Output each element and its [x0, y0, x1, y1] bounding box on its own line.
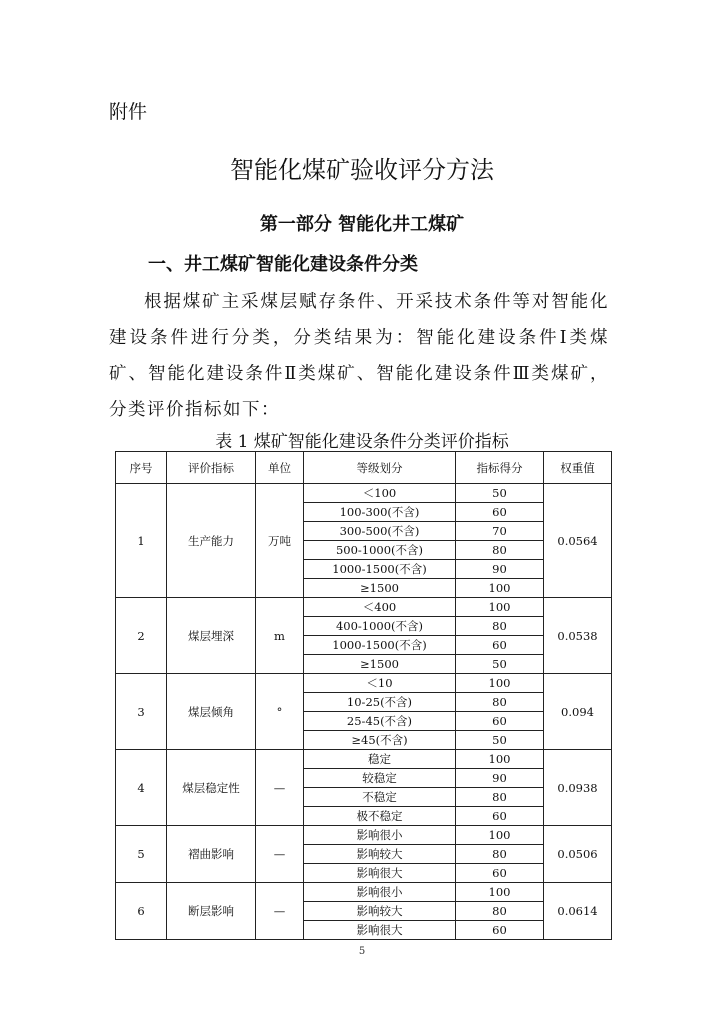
row-number-cell: 4	[116, 750, 167, 826]
level-cell: 影响很小	[304, 883, 456, 902]
header-cell: 序号	[116, 452, 167, 484]
unit-cell: m	[256, 598, 304, 674]
indicator-cell: 断层影响	[167, 883, 256, 940]
indicator-cell: 煤层稳定性	[167, 750, 256, 826]
score-cell: 60	[456, 636, 544, 655]
header-cell: 指标得分	[456, 452, 544, 484]
level-cell: 极不稳定	[304, 807, 456, 826]
level-cell: 影响很大	[304, 864, 456, 883]
row-number-cell: 5	[116, 826, 167, 883]
weight-cell: 0.0538	[544, 598, 612, 674]
row-number-cell: 1	[116, 484, 167, 598]
row-number-cell: 2	[116, 598, 167, 674]
level-cell: ＜100	[304, 484, 456, 503]
indicator-cell: 褶曲影响	[167, 826, 256, 883]
table-row	[116, 750, 612, 769]
score-cell: 100	[456, 750, 544, 769]
header-cell: 等级划分	[304, 452, 456, 484]
score-cell: 90	[456, 560, 544, 579]
score-cell: 80	[456, 845, 544, 864]
section-heading: 一、井工煤矿智能化建设条件分类	[148, 254, 418, 275]
score-cell: 60	[456, 864, 544, 883]
indicator-cell: 生产能力	[167, 484, 256, 598]
level-cell: ≥1500	[304, 579, 456, 598]
table-body	[116, 484, 612, 940]
score-cell: 50	[456, 731, 544, 750]
indicator-cell: 煤层埋深	[167, 598, 256, 674]
score-cell: 60	[456, 807, 544, 826]
score-cell: 80	[456, 617, 544, 636]
score-cell: 80	[456, 788, 544, 807]
level-cell: 稳定	[304, 750, 456, 769]
header-cell: 单位	[256, 452, 304, 484]
score-cell: 50	[456, 484, 544, 503]
level-cell: 影响很大	[304, 921, 456, 940]
level-cell: 10-25(不含)	[304, 693, 456, 712]
page-title: 智能化煤矿验收评分方法	[230, 156, 494, 184]
header-cell: 评价指标	[167, 452, 256, 484]
table-row	[116, 883, 612, 902]
table-row	[116, 826, 612, 845]
score-cell: 90	[456, 769, 544, 788]
level-cell: 100-300(不含)	[304, 503, 456, 522]
score-cell: 100	[456, 579, 544, 598]
score-cell: 80	[456, 541, 544, 560]
score-cell: 70	[456, 522, 544, 541]
level-cell: 不稳定	[304, 788, 456, 807]
evaluation-table	[115, 451, 612, 940]
attachment-label: 附件	[109, 101, 148, 123]
level-cell: 1000-1500(不含)	[304, 560, 456, 579]
intro-paragraph: 根据煤矿主采煤层赋存条件、开采技术条件等对智能化建设条件进行分类，分类结果为：智能化建设条件Ⅰ类煤矿、智能化建设条件Ⅱ类煤矿、智能化建设条件Ⅲ类煤矿，分类评价指标如下：	[109, 292, 609, 420]
level-cell: 影响较大	[304, 902, 456, 921]
score-cell: 100	[456, 674, 544, 693]
level-cell: ≥1500	[304, 655, 456, 674]
score-cell: 100	[456, 598, 544, 617]
score-cell: 60	[456, 921, 544, 940]
level-cell: 影响很小	[304, 826, 456, 845]
weight-cell: 0.0506	[544, 826, 612, 883]
weight-cell: 0.0938	[544, 750, 612, 826]
table-row	[116, 674, 612, 693]
score-cell: 80	[456, 693, 544, 712]
header-cell: 权重值	[544, 452, 612, 484]
level-cell: 500-1000(不含)	[304, 541, 456, 560]
unit-cell: °	[256, 674, 304, 750]
level-cell: 25-45(不含)	[304, 712, 456, 731]
level-cell: 400-1000(不含)	[304, 617, 456, 636]
row-number-cell: 3	[116, 674, 167, 750]
weight-cell: 0.094	[544, 674, 612, 750]
level-cell: 影响较大	[304, 845, 456, 864]
unit-cell: —	[256, 826, 304, 883]
score-cell: 60	[456, 503, 544, 522]
indicator-cell: 煤层倾角	[167, 674, 256, 750]
score-cell: 100	[456, 883, 544, 902]
page-number: 5	[358, 946, 366, 957]
score-cell: 50	[456, 655, 544, 674]
unit-cell: 万吨	[256, 484, 304, 598]
level-cell: 1000-1500(不含)	[304, 636, 456, 655]
score-cell: 60	[456, 712, 544, 731]
score-cell: 80	[456, 902, 544, 921]
level-cell: ＜400	[304, 598, 456, 617]
unit-cell: —	[256, 883, 304, 940]
score-cell: 100	[456, 826, 544, 845]
table-row	[116, 484, 612, 503]
weight-cell: 0.0564	[544, 484, 612, 598]
row-number-cell: 6	[116, 883, 167, 940]
weight-cell: 0.0614	[544, 883, 612, 940]
level-cell: 较稳定	[304, 769, 456, 788]
part-heading: 第一部分 智能化井工煤矿	[259, 214, 465, 235]
unit-cell: —	[256, 750, 304, 826]
table-row	[116, 598, 612, 617]
level-cell: ＜10	[304, 674, 456, 693]
table-caption: 表 1 煤矿智能化建设条件分类评价指标	[215, 432, 509, 452]
level-cell: 300-500(不含)	[304, 522, 456, 541]
table-header-row	[116, 452, 612, 484]
level-cell: ≥45(不含)	[304, 731, 456, 750]
